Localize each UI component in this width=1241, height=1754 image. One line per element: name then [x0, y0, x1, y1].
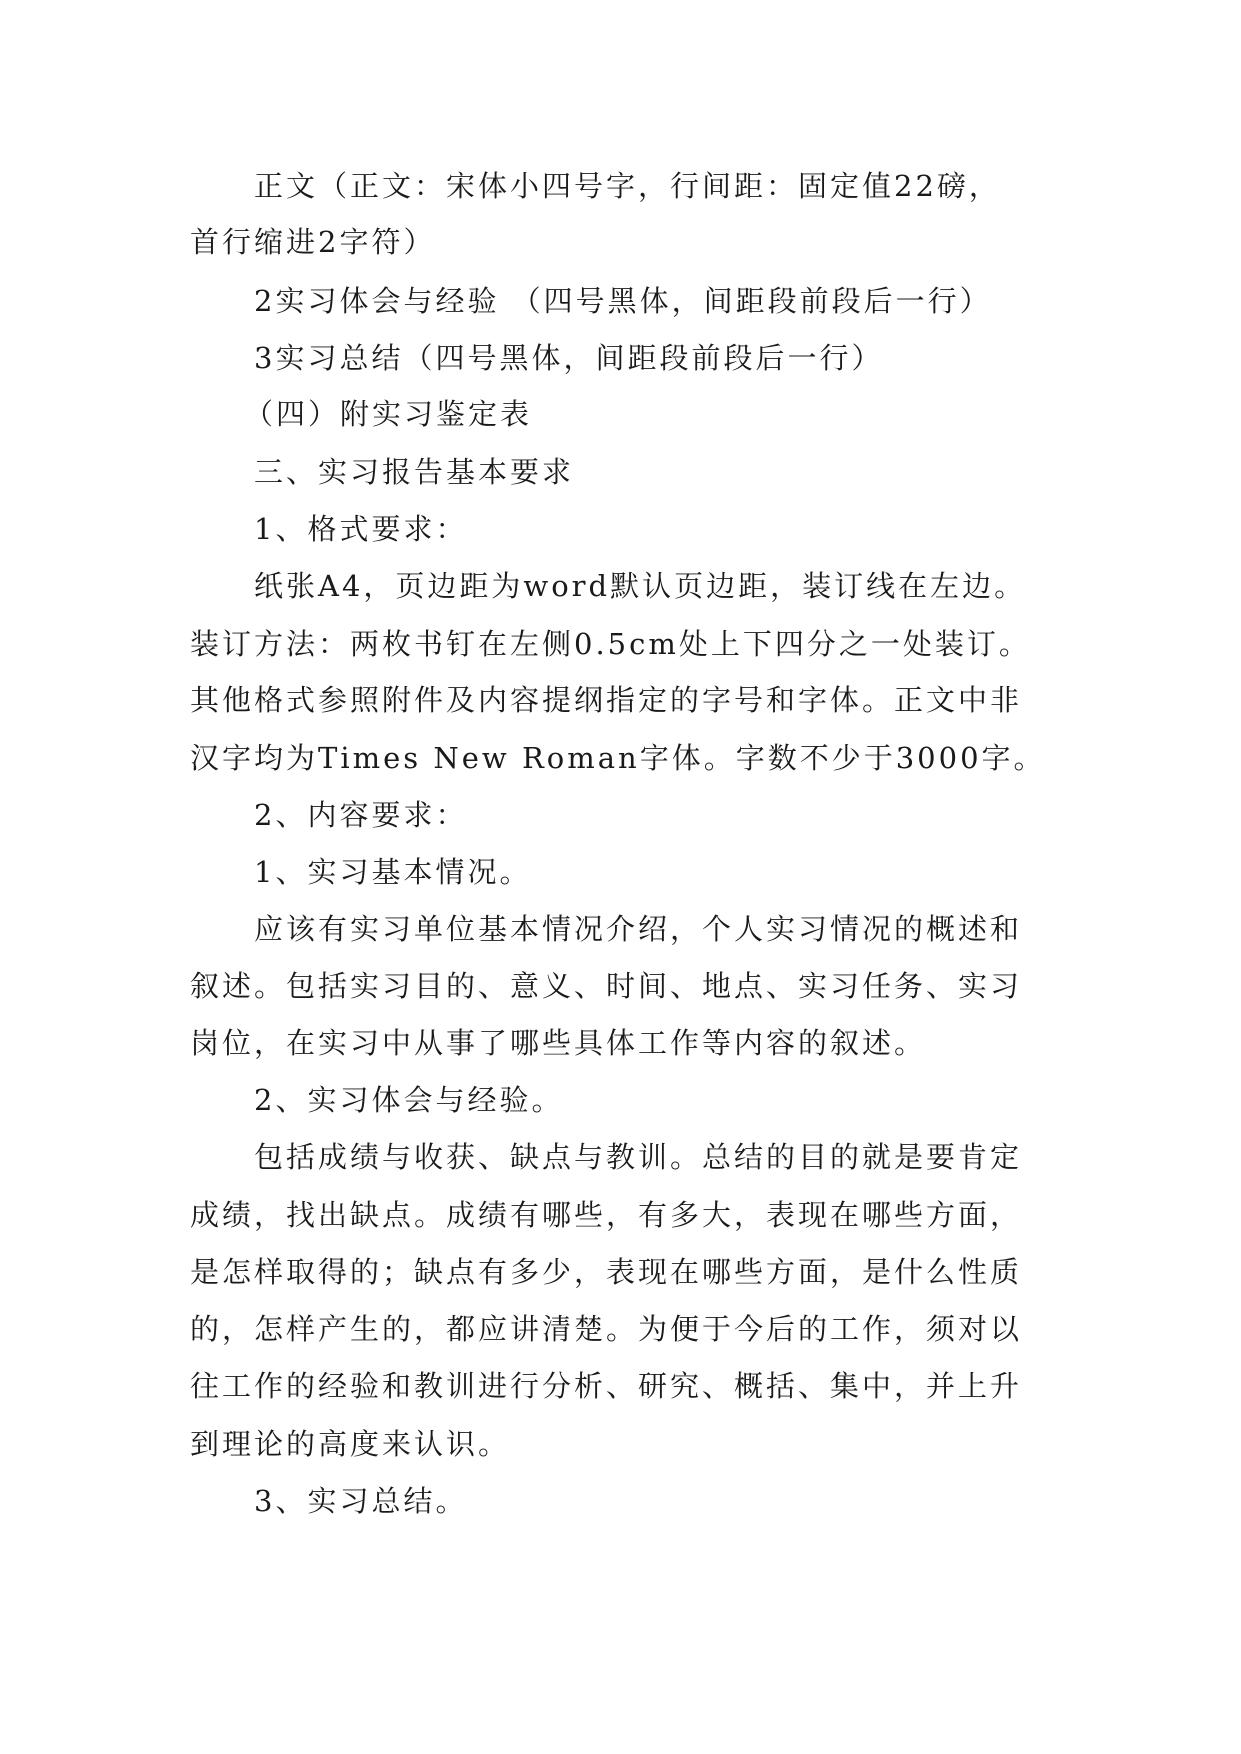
section-heading: （四）附实习鉴定表 [244, 397, 533, 431]
section-heading: 3实习总结（四号黑体，间距段前段后一行） [254, 341, 884, 375]
section-heading: 2实习体会与经验 （四号黑体，间距段前段后一行） [254, 284, 992, 318]
body-text-line: 正文（正文：宋体小四号字，行间距：固定值22磅， [254, 169, 1001, 203]
body-text-line: 岗位，在实习中从事了哪些具体工作等内容的叙述。 [190, 1026, 927, 1060]
body-text-line: 应该有实习单位基本情况介绍，个人实习情况的概述和 [254, 912, 1023, 946]
body-text-line: 是怎样取得的；缺点有多少，表现在哪些方面，是什么性质 [190, 1255, 1023, 1289]
body-text-line: 其他格式参照附件及内容提纲指定的字号和字体。正文中非 [190, 683, 1023, 717]
subsection-heading: 1、实习基本情况。 [254, 855, 532, 889]
body-text-line: 包括成绩与收获、缺点与教训。总结的目的就是要肯定 [254, 1140, 1023, 1174]
body-text-line: 的，怎样产生的，都应讲清楚。为便于今后的工作，须对以 [190, 1312, 1023, 1346]
body-text-line: 首行缩进2字符） [190, 225, 436, 259]
body-text-line: 纸张A4，页边距为word默认页边距，装订线在左边。 [254, 569, 1027, 603]
subsection-heading: 3、实习总结。 [254, 1484, 468, 1518]
section-heading: 三、实习报告基本要求 [254, 455, 575, 489]
subsection-heading: 1、格式要求： [254, 512, 468, 546]
subsection-heading: 2、内容要求： [254, 798, 468, 832]
body-text-line: 汉字均为Times New Roman字体。字数不少于3000字。 [190, 741, 1046, 775]
body-text-line: 往工作的经验和教训进行分析、研究、概括、集中，并上升 [190, 1369, 1023, 1403]
body-text-line: 成绩，找出缺点。成绩有哪些，有多大，表现在哪些方面， [190, 1198, 1023, 1232]
subsection-heading: 2、实习体会与经验。 [254, 1083, 564, 1117]
body-text-line: 叙述。包括实习目的、意义、时间、地点、实习任务、实习 [190, 969, 1023, 1003]
body-text-line: 到理论的高度来认识。 [190, 1427, 511, 1461]
body-text-line: 装订方法：两枚书钉在左侧0.5cm处上下四分之一处装订。 [190, 627, 1031, 661]
